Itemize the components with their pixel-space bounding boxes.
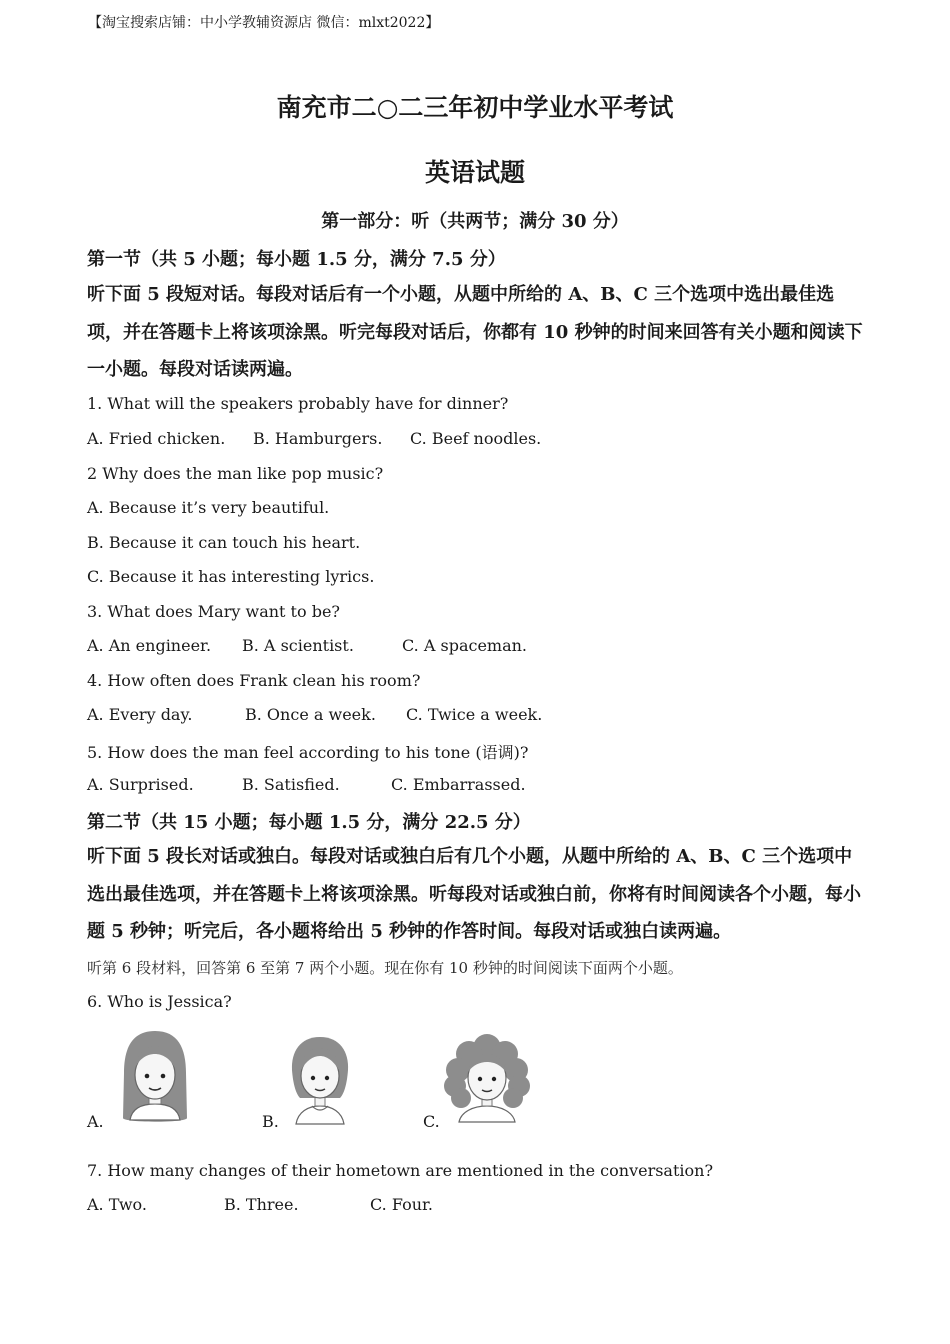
section2-note: 听第 6 段材料，回答第 6 至第 7 两个小题。现在你有 10 秒钟的时间阅读下面两个小题。 <box>87 959 683 977</box>
section1-instructions: 听下面 5 段短对话。每段对话后有一个小题，从题中所给的 A、B、C 三个选项中选出最佳选项，并在答题卡上将该项涂黑。听完每段对话后，你都有 10 秒钟的时间来回答有关小题和阅读下一小题。每段对话读两遍。 <box>87 284 863 380</box>
q3-option-a: A. An engineer. <box>87 636 212 655</box>
q5-option-c: C. Embarrassed. <box>391 775 526 794</box>
shop-note: 【淘宝搜索店铺：中小学教辅资源店 微信：mlxt2022】 <box>88 15 440 31</box>
q7-option-a: A. Two. <box>87 1195 147 1214</box>
question-4: 4. How often does Frank clean his room? <box>87 671 421 690</box>
q4-option-b: B. Once a week. <box>245 705 376 724</box>
exam-subject: 英语试题 <box>424 158 525 187</box>
question-7: 7. How many changes of their hometown are mentioned in the conversation? <box>87 1161 714 1180</box>
question-5: 5. How does the man feel according to his tone (语调)? <box>87 743 529 762</box>
q5-option-a: A. Surprised. <box>87 775 194 794</box>
q1-option-c: C. Beef noodles. <box>410 429 542 448</box>
question-6: 6. Who is Jessica? <box>87 992 232 1011</box>
girl-long-hair-image <box>118 1028 192 1128</box>
q7-option-c: C. Four. <box>370 1195 433 1214</box>
q4-option-c: C. Twice a week. <box>406 705 543 724</box>
q3-option-b: B. A scientist. <box>242 636 354 655</box>
girl-short-hair-image <box>286 1034 354 1126</box>
q7-option-b: B. Three. <box>224 1195 299 1214</box>
exam-title: 南充市二○二三年初中学业水平考试 <box>276 93 674 122</box>
q5-option-b: B. Satisfied. <box>242 775 340 794</box>
question-1: 1. What will the speakers probably have for dinner? <box>87 394 509 413</box>
section2-heading: 第二节（共 15 小题；每小题 1.5 分，满分 22.5 分） <box>87 812 531 833</box>
question-3: 3. What does Mary want to be? <box>87 602 340 621</box>
q6-option-a: A. <box>87 1112 104 1131</box>
q6-option-c: C. <box>423 1112 440 1131</box>
section1-heading: 第一节（共 5 小题；每小题 1.5 分，满分 7.5 分） <box>87 249 506 270</box>
q2-option-a: A. Because it’s very beautiful. <box>87 498 330 517</box>
girl-curly-hair-image <box>443 1032 531 1124</box>
section2-instructions: 听下面 5 段长对话或独白。每段对话或独白后有几个小题，从题中所给的 A、B、C 三个选项中选出最佳选项，并在答题卡上将该项涂黑。听每段对话或独白前，你将有时间阅读各个小题，每小题 5 秒钟；听完后，各小题将给出 5 秒钟的作答时间。每段对话或独白读两遍。 <box>87 846 861 942</box>
q6-option-b: B. <box>262 1112 279 1131</box>
q1-option-a: A. Fried chicken. <box>87 429 226 448</box>
part1-title: 第一部分：听（共两节；满分 30 分） <box>321 211 629 232</box>
q2-option-c: C. Because it has interesting lyrics. <box>87 567 375 586</box>
q3-option-c: C. A spaceman. <box>402 636 528 655</box>
question-2: 2 Why does the man like pop music? <box>87 464 384 483</box>
q1-option-b: B. Hamburgers. <box>253 429 383 448</box>
q2-option-b: B. Because it can touch his heart. <box>87 533 361 552</box>
q4-option-a: A. Every day. <box>87 705 193 724</box>
